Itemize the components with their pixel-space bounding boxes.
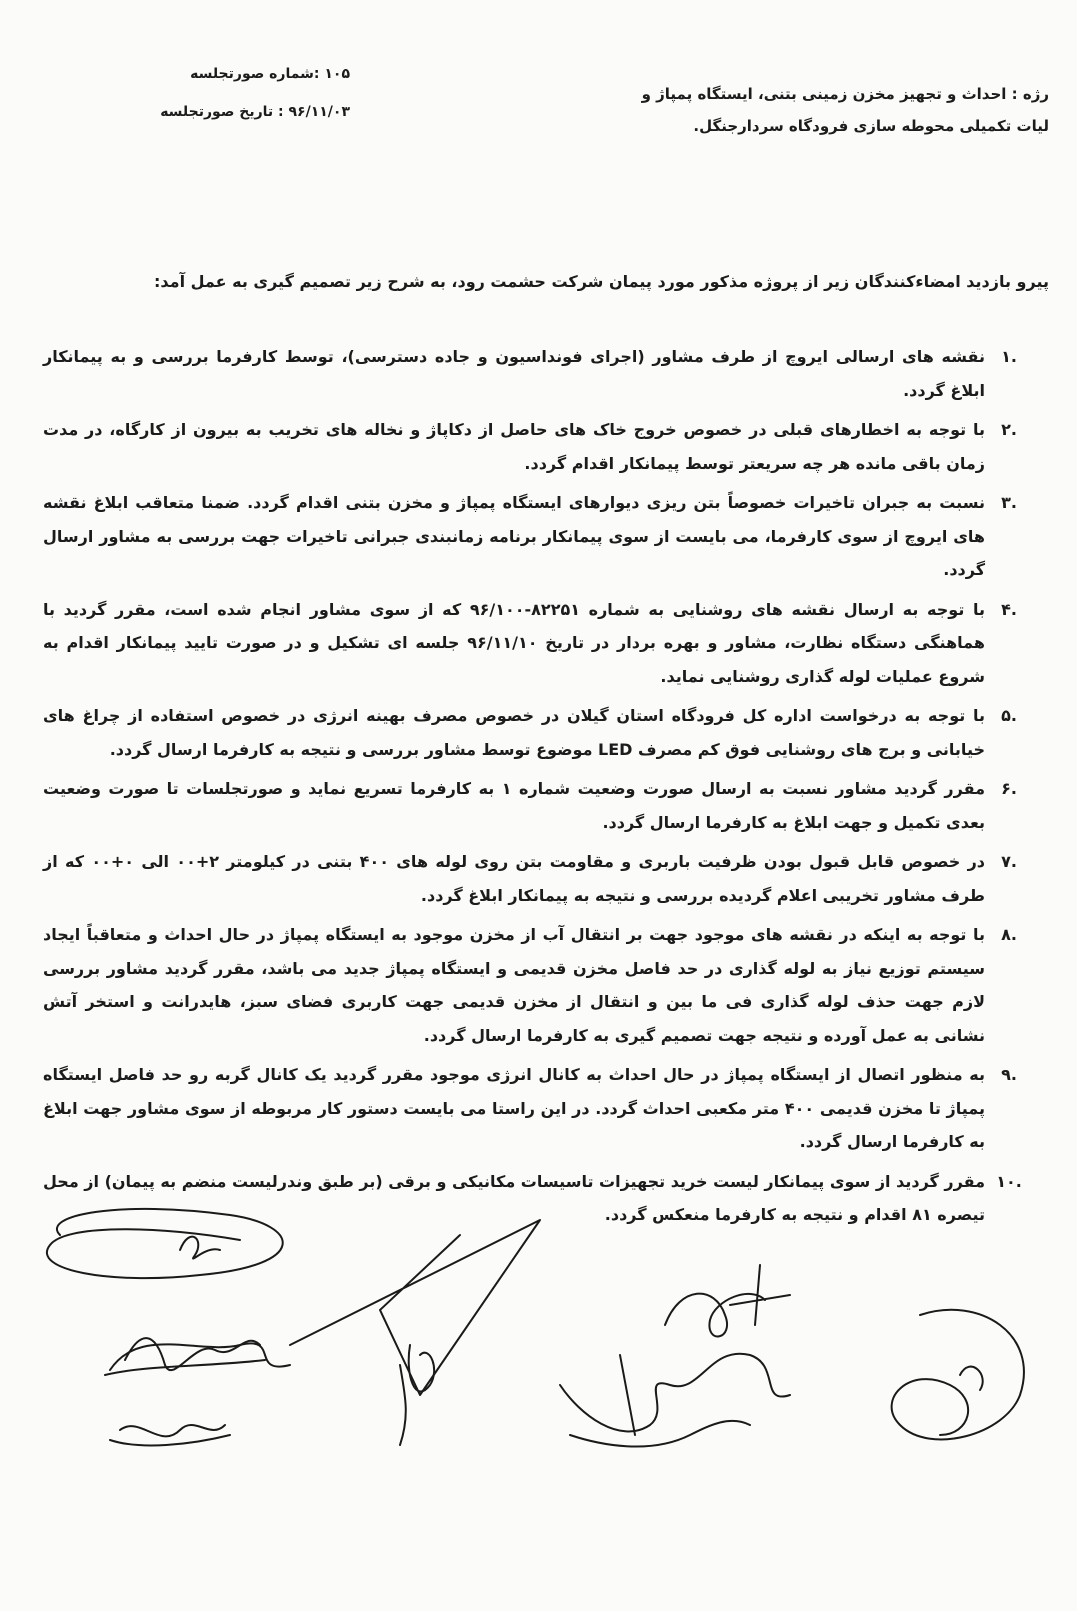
signature-5 (560, 1265, 790, 1447)
decision-text: به منظور اتصال از ایستگاه پمپاژ در حال احداث به کانال انرژی موجود مقرر گردید یک کانال گربه رو حد فاصل ایستگاه پمپاژ تا مخزن قدیمی ۴۰۰ متر مکعبی احداث گردد. در این راستا می بایست دستور کار مربوطه از سوی مشاور جهت ابلاغ به کارفرما ارسال گردد. (43, 1065, 986, 1151)
decision-number: .۱۰ (996, 1171, 1022, 1191)
minutes-meta (100, 55, 350, 131)
signature-4 (290, 1220, 540, 1445)
decision-item (43, 593, 1033, 694)
decision-text: نسبت به جبران تاخیرات خصوصاً بتن ریزی دیوارهای ایستگاه پمپاژ و مخزن بتنی اقدام گردد. ضمنا متعاقب ابلاغ نقشه های ایروچ از سوی کارفرما، می بایست از سوی پیمانکار برنامه زمانبندی جبرانی تاخیرات جهت بررسی به مشاور ارسال گردد. (43, 493, 985, 579)
decision-text: مقرر گردید مشاور نسبت به ارسال صورت وضعیت شماره ۱ به کارفرما تسریع نماید و صورتجلسات تا صورت وضعیت بعدی تکمیل و جهت ابلاغ به کارفرما ارسال گردد. (43, 779, 986, 832)
decision-item (43, 699, 1033, 766)
signature-2 (105, 1338, 290, 1375)
decision-text: با توجه به ارسال نقشه های روشنایی به شماره ۸۲۲۵۱-۹۶/۱۰۰ که از سوی مشاور انجام شده است، مقرر گردید با هماهنگی دستگاه نظارت، مشاور و بهره بردار در تاریخ ۹۶/۱۱/۱۰ جلسه ای تشکیل و در صورت تایید پیمانکار اقدام به شروع عملیات لوله گذاری روشنایی نماید. (43, 599, 986, 686)
minutes-number: ۱۰۵ :شماره صورتجلسه (190, 66, 350, 82)
project-title-line-1: رژه : احداث و تجهیز مخزن زمینی بتنی، ایستگاه پمپاژ و (641, 85, 1049, 103)
decision-text: مقرر گردید از سوی پیمانکار لیست خرید تجهیزات تاسیسات مکانیکی و برقی (بر طبق وندرلیست منضم به پیمان) از محل تیصره ۸۱ اقدام و نتیجه به کارفرما منعکس گردد. (43, 1171, 985, 1224)
signatures-area (0, 1195, 1077, 1485)
decision-text: با توجه به اخطارهای قبلی در خصوص خروج خاک های حاصل از دکاپاژ و نخاله های تخریب به بیرون از کارگاه، در مدت زمان باقی مانده هر چه سریعتر توسط پیمانکار اقدام گردد. (43, 420, 985, 473)
decision-list (43, 340, 1033, 1238)
decision-item (43, 486, 1033, 587)
decision-number: .۴ (1001, 599, 1017, 619)
decision-number: .۶ (1001, 779, 1017, 798)
decision-item (43, 413, 1033, 480)
decision-number: .۳ (1001, 493, 1017, 512)
decision-number: .۸ (1001, 925, 1017, 944)
decision-text: با توجه به درخواست اداره کل فرودگاه استان گیلان در خصوص مصرف بهینه انرژی در خصوص استفاده از چراغ های خیابانی و برج های روشنایی فوق کم مصرف LED موضوع توسط مشاور بررسی و نتیجه به کارفرما ارسال گردد. (43, 706, 985, 759)
minutes-date: ۹۶/۱۱/۰۳ : تاریخ صورتجلسه (160, 104, 350, 120)
decision-number: .۹ (1001, 1065, 1017, 1084)
signature-3 (110, 1425, 230, 1445)
decision-text: در خصوص قابل قبول بودن ظرفیت باربری و مقاومت بتن روی لوله های ۴۰۰ بتنی در کیلومتر ۲+۰۰ الی ۰+۰۰ که از طرف مشاور تخریبی اعلام گردیده بررسی و نتیجه به پیمانکار ابلاغ گردد. (43, 852, 986, 905)
decision-number: .۲ (1001, 420, 1017, 439)
signature-6 (892, 1310, 1024, 1440)
intro-paragraph: پیرو بازدید امضاءکنندگان زیر از پروژه مذکور مورد پیمان شرکت حشمت رود، به شرح زیر تصمیم گیری به عمل آمد: (154, 272, 1049, 291)
signature-1 (47, 1209, 283, 1278)
decision-item (43, 1058, 1033, 1159)
decision-item (43, 918, 1033, 1052)
project-title-line-2: لیات تکمیلی محوطه سازی فرودگاه سردارجنگل. (693, 117, 1049, 135)
decision-item (43, 340, 1033, 407)
decision-text: نقشه های ارسالی ایروچ از طرف مشاور (اجرای فونداسیون و جاده دسترسی)، توسط کارفرما بررسی و به پیمانکار ابلاغ گردد. (43, 347, 985, 400)
decision-item (43, 845, 1033, 912)
project-title (589, 78, 1049, 142)
decision-number: .۵ (1001, 706, 1017, 725)
decision-text: با توجه به اینکه در نقشه های موجود جهت بر انتقال آب از مخزن موجود به ایستگاه پمپاژ در حال احداث و متعاقباً ایجاد سیستم توزیع نیاز به لوله گذاری در حد فاصل مخزن قدیمی و ایستگاه پمپاژ جدید می باشد، مقرر گردید مشاور بررسی لازم جهت حذف لوله گذاری فی ما بین و انتقال از مخزن قدیمی جهت کاربری فضای سبز، هایدرانت و استخر آتش نشانی به عمل آورده و نتیجه جهت تصمیم گیری به کارفرما ارسال گردد. (43, 925, 985, 1045)
decision-number: .۱ (1001, 347, 1017, 366)
decision-number: .۷ (1001, 852, 1017, 871)
decision-item (43, 772, 1033, 839)
